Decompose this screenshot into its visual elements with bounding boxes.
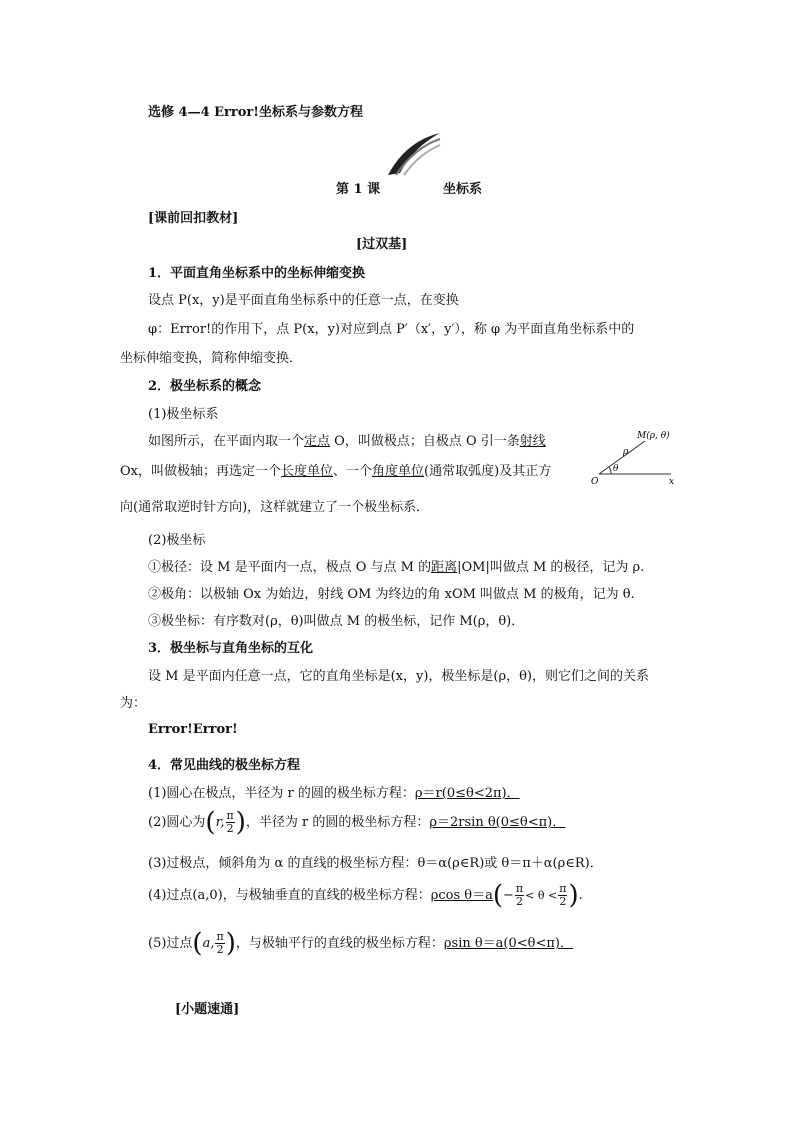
section-basics: [过双基]	[356, 237, 408, 252]
text: (1)圆心在极点，半径为 r 的圆的极坐标方程：	[148, 786, 415, 801]
origin-label: O	[591, 477, 599, 487]
text: |OM|叫做点 M 的极径，记为 ρ.	[457, 560, 645, 575]
theta-label: θ	[613, 464, 619, 474]
s1-paragraph-3: 坐标伸缩变换，简称伸缩变换．	[120, 351, 303, 366]
fraction: $\frac{\pi}{2}$	[216, 930, 224, 956]
s4-item-4: (4)过点(a,0)，与极轴垂直的直线的极坐标方程：ρcos θ＝a(− $\frac{\pi}{2}$ < θ < $\frac{\pi}{2}$ ).	[148, 880, 583, 911]
text: ，半径为 r 的圆的极坐标方程：	[245, 815, 430, 830]
radius-line	[599, 441, 645, 474]
text: a,	[202, 936, 215, 951]
s3-paragraph-2: 为：	[120, 696, 147, 711]
decorative-swoosh-icon	[386, 131, 442, 177]
s4-item-1	[148, 782, 520, 801]
point-m-label: M(ρ, θ)	[637, 431, 670, 441]
s2-line-1	[148, 430, 546, 449]
s1-paragraph-1: 设点 P(x，y)是平面直角坐标系中的任意一点，在变换	[148, 293, 459, 308]
underlined-term: 长度单位	[281, 464, 334, 479]
underlined-term: 射线	[519, 434, 546, 449]
formula: ρ＝2rsin θ(0≤θ<π)．	[429, 815, 566, 830]
text: < θ <	[525, 889, 558, 902]
s2-item-2: ②极角：以极轴 Ox 为始边，射线 OM 为终边的角 xOM 叫做点 M 的极角，记为 θ.	[148, 587, 635, 602]
s4-item-5: (5)过点(a, $\frac{\pi}{2}$ )，与极轴平行的直线的极坐标方程：ρsin θ＝a(0<θ<π)．	[148, 928, 573, 959]
s4-heading: 4．常见曲线的极坐标方程	[148, 758, 301, 773]
text: r,	[215, 815, 225, 830]
text: Ox，叫做极轴；再选定一个	[120, 464, 281, 479]
s2-sub-heading-1: (1)极坐标系	[148, 407, 219, 422]
s2-sub-heading-2: (2)极坐标	[148, 533, 206, 548]
text: −	[503, 888, 514, 903]
underlined-term: 角度单位	[372, 464, 425, 479]
lesson-label: 第 1 课	[336, 182, 381, 197]
text: (2)圆心为	[148, 815, 206, 830]
page-title: 选修 4—4 Error!坐标系与参数方程	[148, 105, 363, 120]
s3-heading: 3．极坐标与直角坐标的互化	[148, 641, 314, 656]
underlined-term: 距离	[431, 560, 458, 575]
s2-item-3: ③极坐标：有序数对(ρ，θ)叫做点 M 的极坐标，记作 M(ρ，θ)．	[148, 614, 525, 629]
polar-coordinate-diagram	[585, 422, 685, 488]
text: ，与极轴平行的直线的极坐标方程：	[235, 936, 444, 951]
formula: θ＝α(ρ∈R)或 θ＝π＋α(ρ∈R)．	[417, 856, 603, 871]
s4-item-3	[148, 852, 603, 871]
text: .	[578, 888, 583, 903]
s2-heading: 2．极坐标系的概念	[148, 379, 262, 394]
text: (3)过极点，倾斜角为 α 的直线的极坐标方程：	[148, 856, 418, 871]
axis-x-label: x	[669, 477, 675, 487]
fraction: $\frac{\pi}{2}$	[559, 882, 567, 908]
formula: ρsin θ＝a(0<θ<π)．	[443, 936, 573, 951]
formula: ρ＝r(0≤θ<2π)．	[414, 786, 520, 801]
s2-item-1	[148, 556, 644, 575]
fraction: $\frac{\pi}{2}$	[515, 882, 524, 908]
rho-label: ρ	[623, 447, 629, 457]
lesson-name: 坐标系	[443, 182, 483, 197]
text: 如图所示，在平面内取一个	[148, 434, 305, 449]
s1-heading: 1．平面直角坐标系中的坐标伸缩变换	[148, 266, 366, 281]
text: ①极径：设 M 是平面内一点，极点 O 与点 M 的	[148, 560, 432, 575]
s1-paragraph-2: φ：Error!的作用下，点 P(x，y)对应到点 P′（x′，y′），称 φ 为平面直角坐标系中的	[148, 322, 635, 337]
angle-arc	[609, 467, 611, 474]
text: 、一个	[333, 464, 373, 479]
s2-line-2	[120, 460, 551, 479]
s3-paragraph-3: Error!Error!	[148, 722, 238, 737]
text: (通常取弧度)及其正方	[424, 464, 552, 479]
text: (5)过点	[148, 936, 193, 951]
text: O，叫做极点；自极点 O 引一条	[330, 434, 520, 449]
s4-item-2: (2)圆心为(r, $\frac{\pi}{2}$ )，半径为 r 的圆的极坐标方程：ρ＝2rsin θ(0≤θ<π)．	[148, 807, 566, 838]
fraction: $\frac{\pi}{2}$	[226, 809, 234, 835]
underlined-term: 定点	[304, 434, 331, 449]
section-quick: [小题速通]	[175, 1002, 240, 1017]
section-pre-class: [课前回扣教材]	[148, 211, 239, 226]
s2-line-3: 向(通常取逆时针方向)，这样就建立了一个极坐标系．	[120, 500, 430, 515]
text: (4)过点(a,0)，与极轴垂直的直线的极坐标方程：	[148, 888, 431, 903]
formula: ρcos θ＝a	[430, 888, 493, 903]
s3-paragraph-1: 设 M 是平面内任意一点，它的直角坐标是(x，y)，极坐标是(ρ，θ)，则它们之间的关系	[148, 669, 650, 684]
